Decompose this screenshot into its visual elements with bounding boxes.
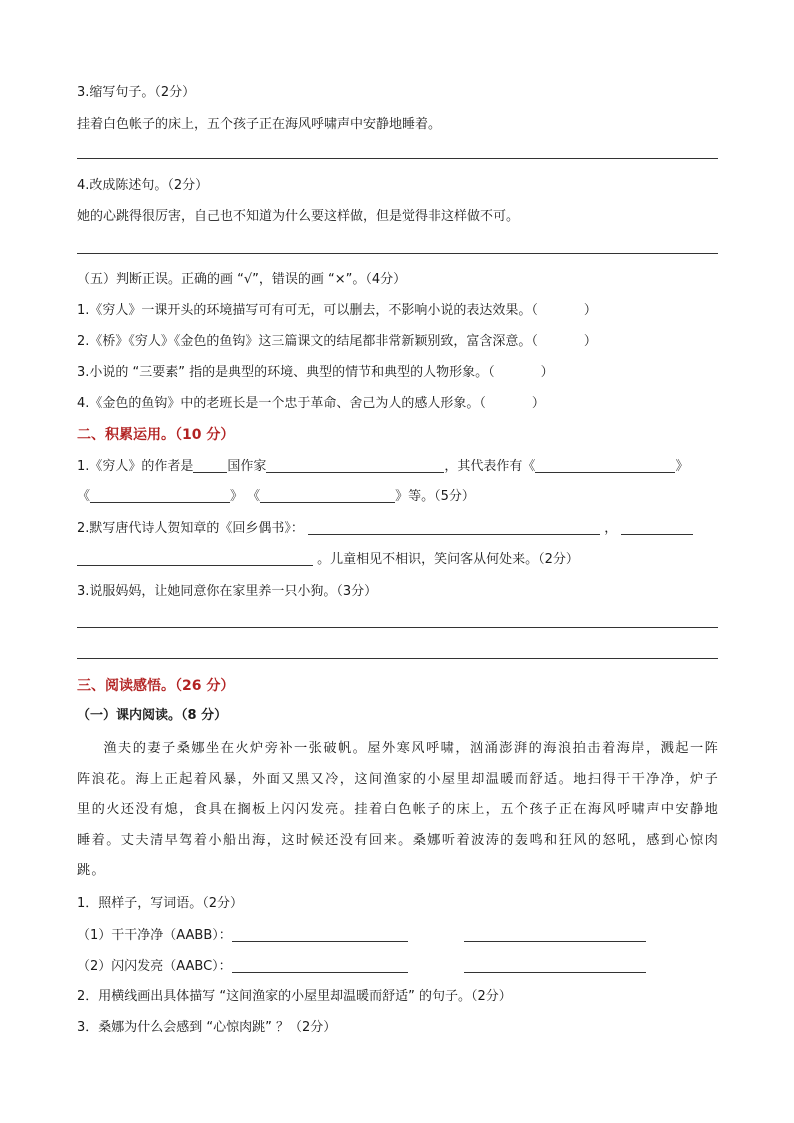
- poem-line-2a-blank[interactable]: [621, 520, 693, 535]
- q3-sentence: 挂着白色帐子的床上，五个孩子正在海风呼啸声中安静地睡着。: [77, 117, 442, 132]
- author-name-blank[interactable]: [193, 458, 227, 473]
- work-blank-3[interactable]: [260, 488, 395, 503]
- aabb-blank-2[interactable]: [464, 927, 646, 942]
- s2-q1-line2: 《 》 《 》等。（5分）: [77, 489, 475, 504]
- judge-title: （五）判断正误。正确的画 “√”，错误的画 “×”。（4分）: [77, 272, 407, 287]
- reading-passage: 渔夫的妻子桑娜坐在火炉旁补一张破帆。屋外寒风呼啸，汹涌澎湃的海浪拍击着海岸，溅起一阵阵浪花。海上正起着风暴，外面又黑又冷，这间渔家的小屋里却温暖而舒适。地扫得干干净净，炉子里的火还没有熄，食具在搁板上闪闪发亮。挂着白色帐子的床上，五个孩子正在海风呼啸声中安静地睡着。丈夫清早驾着小船出海，这时候还没有回来。桑娜听着波涛的轰鸣和狂风的怒吼，感到心惊肉跳。: [77, 741, 719, 878]
- q4-sentence: 她的心跳得很厉害，自己也不知道为什么要这样做，但是觉得非这样做不可。: [77, 209, 520, 224]
- q4-answer-line[interactable]: [77, 253, 718, 254]
- judge-item-4: 4.《金色的鱼钩》中的老班长是一个忠于革命、舍己为人的感人形象。（ ）: [77, 396, 545, 411]
- s2-q2-line2: 。儿童相见不相识，笑问客从何处来。（2分）: [77, 551, 579, 569]
- work-blank-2[interactable]: [90, 488, 230, 503]
- judge-item-1: 1.《穷人》一课开头的环境描写可有可无，可以删去，不影响小说的表达效果。（ ）: [77, 303, 597, 318]
- judge-item-2: 2.《桥》《穷人》《金色的鱼钩》这三篇课文的结尾都非常新颖别致，富含深意。（ ）: [77, 334, 597, 349]
- poem-line-2b-blank[interactable]: [77, 551, 313, 566]
- poem-line-1-blank[interactable]: [308, 520, 600, 535]
- section3-heading: 三、阅读感悟。（26 分）: [77, 678, 235, 694]
- s3-q1-1: （1）干干净净（AABB）：: [77, 927, 646, 945]
- s3-q1: 1．照样子，写词语。（2分）: [77, 896, 244, 911]
- s2-q1-line1: 1.《穷人》的作者是 国作家 ，其代表作有《 》: [77, 459, 689, 474]
- q3-answer-line[interactable]: [77, 158, 718, 159]
- aabb-blank-1[interactable]: [232, 927, 408, 942]
- section2-heading: 二、积累运用。（10 分）: [77, 427, 235, 443]
- work-blank-1[interactable]: [535, 458, 675, 473]
- q4-title: 4.改成陈述句。（2分）: [77, 178, 209, 193]
- s2-q3-answer-line-1[interactable]: [77, 627, 718, 628]
- aabc-blank-2[interactable]: [464, 958, 646, 973]
- section3-sub-heading: （一）课内阅读。（8 分）: [77, 708, 228, 723]
- s3-q1-2: （2）闪闪发亮（AABC）：: [77, 958, 646, 976]
- s3-q2: 2．用横线画出具体描写 “这间渔家的小屋里却温暖而舒适” 的句子。（2分）: [77, 989, 512, 1004]
- aabc-blank-1[interactable]: [232, 958, 408, 973]
- s2-q3: 3.说服妈妈，让她同意你在家里养一只小狗。（3分）: [77, 584, 378, 599]
- country-author-blank[interactable]: [266, 458, 444, 473]
- s3-q3: 3．桑娜为什么会感到 “心惊肉跳” ？（2分）: [77, 1020, 337, 1035]
- s2-q2-line1: 2.默写唐代诗人贺知章的《回乡偶书》： ，: [77, 520, 693, 538]
- judge-item-3: 3.小说的 “三要素” 指的是典型的环境、典型的情节和典型的人物形象。（ ）: [77, 365, 554, 380]
- q3-title: 3.缩写句子。（2分）: [77, 85, 196, 100]
- s2-q3-answer-line-2[interactable]: [77, 658, 718, 659]
